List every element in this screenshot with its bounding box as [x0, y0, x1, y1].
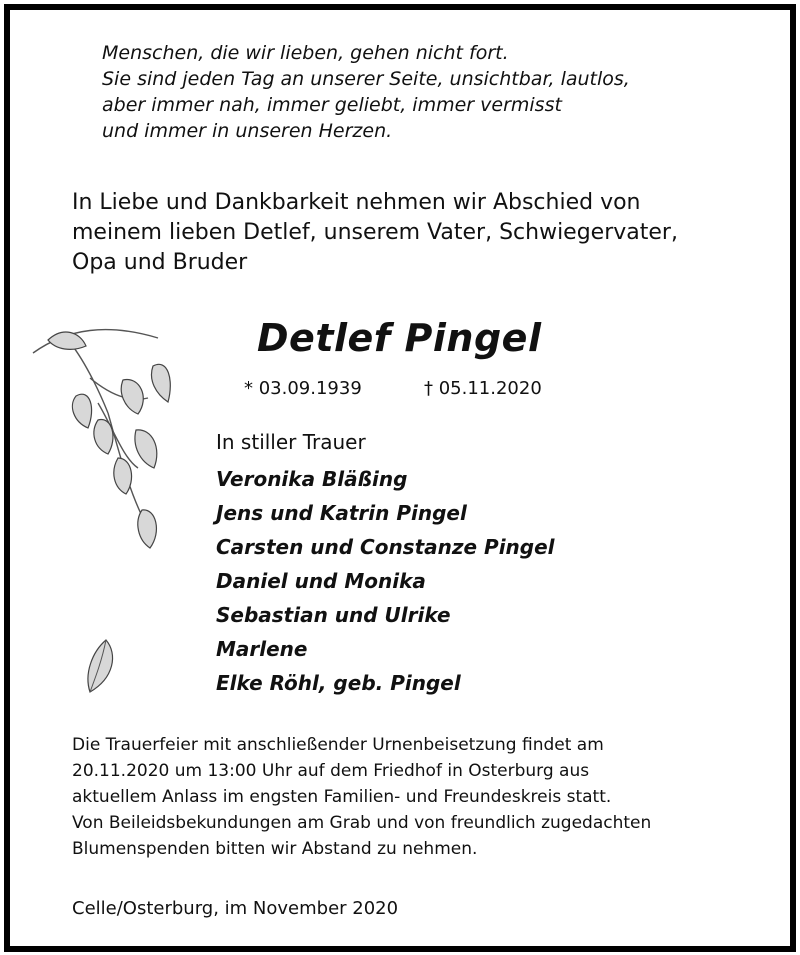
- notice-line: Blumenspenden bitten wir Abstand zu nehmen.: [72, 839, 478, 859]
- poem-line: und immer in unseren Herzen.: [102, 120, 393, 142]
- mourner-name: Elke Röhl, geb. Pingel: [216, 671, 461, 695]
- poem-line: Sie sind jeden Tag an unserer Seite, unsichtbar, lautlos,: [102, 68, 630, 90]
- mourners-list: [216, 462, 555, 700]
- intro-line: Opa und Bruder: [72, 250, 248, 275]
- mourner-name: Veronika Bläßing: [216, 467, 408, 491]
- intro-line: In Liebe und Dankbarkeit nehmen wir Abschied von: [72, 190, 641, 215]
- place-date: Celle/Osterburg, im November 2020: [72, 898, 399, 919]
- notice-line: 20.11.2020 um 13:00 Uhr auf dem Friedhof in Osterburg aus: [72, 761, 590, 781]
- falling-leaf-icon: [82, 636, 122, 696]
- poem: [102, 40, 630, 144]
- grief-label: In stiller Trauer: [216, 430, 366, 454]
- death-date: † 05.11.2020: [424, 378, 542, 399]
- notice-line: Von Beileidsbekundungen am Grab und von freundlich zugedachten: [72, 813, 652, 833]
- notice-line: aktuellem Anlass im engsten Familien- und Freundeskreis statt.: [72, 787, 612, 807]
- notice-line: Die Trauerfeier mit anschließender Urnenbeisetzung findet am: [72, 735, 604, 755]
- deceased-name: Detlef Pingel: [257, 316, 542, 360]
- mourner-name: Marlene: [216, 637, 308, 661]
- mourner-name: Sebastian und Ulrike: [216, 603, 451, 627]
- birth-date: * 03.09.1939: [244, 378, 362, 399]
- intro-line: meinem lieben Detlef, unserem Vater, Schwiegervater,: [72, 220, 678, 245]
- funeral-notice: [72, 732, 651, 862]
- poem-line: aber immer nah, immer geliebt, immer vermisst: [102, 94, 562, 116]
- birch-branch-icon: [28, 318, 188, 558]
- poem-line: Menschen, die wir lieben, gehen nicht fort.: [102, 42, 509, 64]
- mourner-name: Daniel und Monika: [216, 569, 426, 593]
- mourner-name: Carsten und Constanze Pingel: [216, 535, 555, 559]
- mourner-name: Jens und Katrin Pingel: [216, 501, 467, 525]
- intro-text: [72, 188, 678, 278]
